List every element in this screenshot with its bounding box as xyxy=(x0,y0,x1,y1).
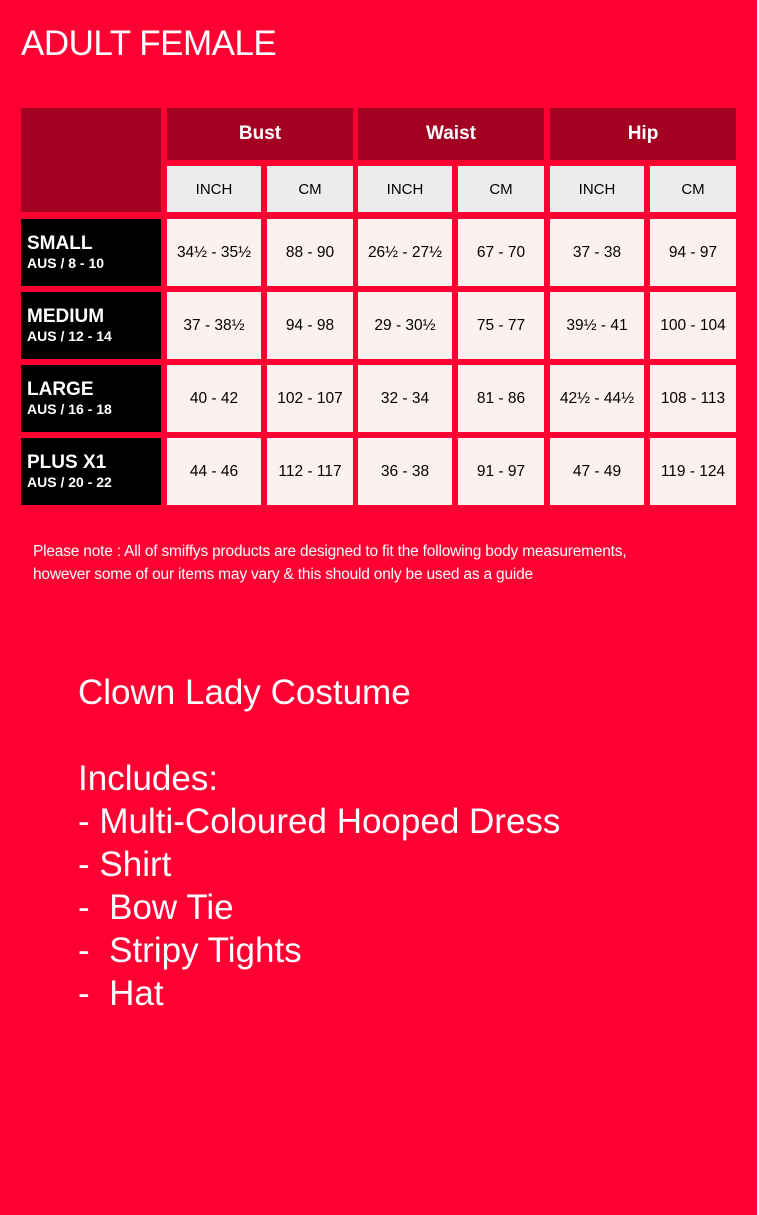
page-title: ADULT FEMALE xyxy=(21,24,277,63)
size-label-medium xyxy=(21,292,161,359)
table-cell: 67 - 70 xyxy=(458,219,544,286)
size-name: LARGE xyxy=(27,379,94,400)
size-label-plus-x1 xyxy=(21,438,161,505)
unit-header: INCH xyxy=(550,166,644,212)
include-item: - Shirt xyxy=(78,845,172,884)
include-item: - Multi-Coloured Hooped Dress xyxy=(78,802,561,841)
table-cell: 29 - 30½ xyxy=(358,292,452,359)
table-cell: 88 - 90 xyxy=(267,219,353,286)
unit-header: CM xyxy=(458,166,544,212)
disclaimer-note xyxy=(33,540,626,586)
table-cell: 37 - 38 xyxy=(550,219,644,286)
table-cell: 42½ - 44½ xyxy=(550,365,644,432)
size-name: SMALL xyxy=(27,233,93,254)
table-cell: 94 - 98 xyxy=(267,292,353,359)
size-label-large xyxy=(21,365,161,432)
aus-size: AUS / 12 - 14 xyxy=(27,328,112,344)
aus-size: AUS / 20 - 22 xyxy=(27,474,112,490)
table-cell: 44 - 46 xyxy=(167,438,261,505)
unit-header: INCH xyxy=(167,166,261,212)
include-item: - Stripy Tights xyxy=(78,931,302,970)
table-cell: 36 - 38 xyxy=(358,438,452,505)
table-cell: 47 - 49 xyxy=(550,438,644,505)
table-cell: 108 - 113 xyxy=(650,365,736,432)
size-name: MEDIUM xyxy=(27,306,105,327)
size-label-small xyxy=(21,219,161,286)
includes-label: Includes: xyxy=(78,759,219,798)
table-cell: 81 - 86 xyxy=(458,365,544,432)
table-cell: 40 - 42 xyxy=(167,365,261,432)
table-cell: 37 - 38½ xyxy=(167,292,261,359)
spacer xyxy=(78,714,560,757)
table-cell: 32 - 34 xyxy=(358,365,452,432)
aus-size: AUS / 8 - 10 xyxy=(27,255,105,271)
include-item: - Hat xyxy=(78,974,164,1013)
group-header-waist: Waist xyxy=(358,108,544,160)
group-header-bust: Bust xyxy=(167,108,353,160)
table-cell: 26½ - 27½ xyxy=(358,219,452,286)
product-name: Clown Lady Costume xyxy=(78,673,411,712)
table-cell: 102 - 107 xyxy=(267,365,353,432)
table-cell: 34½ - 35½ xyxy=(167,219,261,286)
note-line: Please note : All of smiffys products are designed to fit the following body measurements, xyxy=(33,543,627,560)
table-cell: 100 - 104 xyxy=(650,292,736,359)
note-line: however some of our items may vary & this should only be used as a guide xyxy=(33,566,533,583)
table-cell: 119 - 124 xyxy=(650,438,736,505)
table-cell: 94 - 97 xyxy=(650,219,736,286)
unit-header: CM xyxy=(650,166,736,212)
table-cell: 75 - 77 xyxy=(458,292,544,359)
include-item: - Bow Tie xyxy=(78,888,234,927)
table-cell: 39½ - 41 xyxy=(550,292,644,359)
product-description xyxy=(78,671,560,1015)
unit-header: INCH xyxy=(358,166,452,212)
table-cell: 112 - 117 xyxy=(267,438,353,505)
table-cell: 91 - 97 xyxy=(458,438,544,505)
table-corner xyxy=(21,108,161,212)
unit-header: CM xyxy=(267,166,353,212)
size-name: PLUS X1 xyxy=(27,452,107,473)
aus-size: AUS / 16 - 18 xyxy=(27,401,112,417)
group-header-hip: Hip xyxy=(550,108,736,160)
